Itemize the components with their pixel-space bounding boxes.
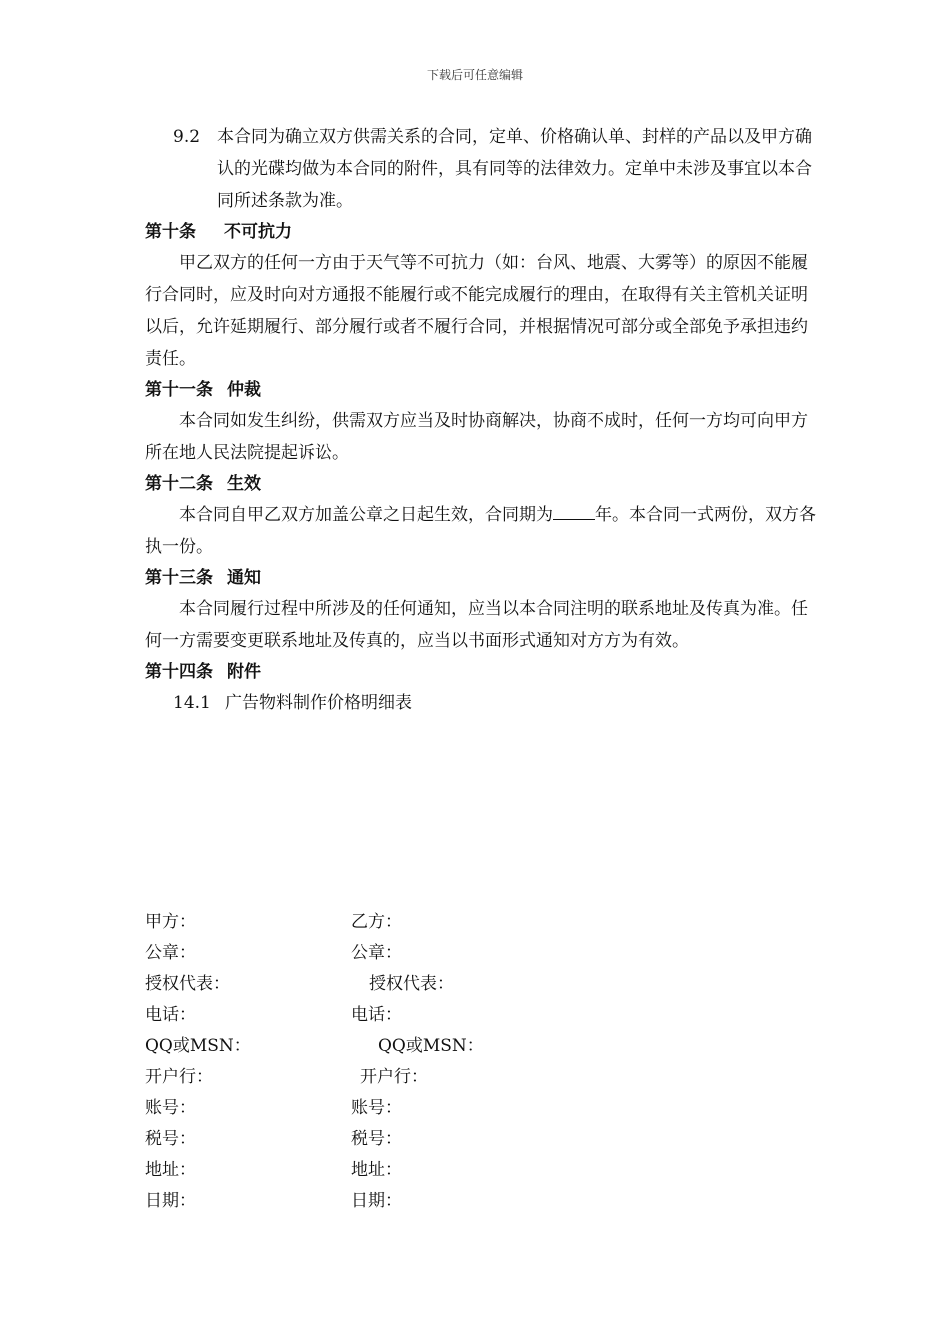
signature-block	[145, 907, 745, 1217]
page-header: 下载后可任意编辑	[426, 68, 523, 82]
article-12-body	[145, 499, 820, 563]
party-a-representative-label: 授权代表：	[145, 974, 230, 994]
signature-row	[145, 969, 745, 1000]
party-a-phone-label: 电话：	[145, 1005, 196, 1025]
clause-9-2	[145, 121, 820, 217]
party-a-account-label: 账号：	[145, 1098, 196, 1118]
party-b-bank-label: 开户行：	[360, 1067, 428, 1087]
signature-row	[145, 907, 745, 938]
signature-row	[145, 1031, 745, 1062]
party-b-qq-label: QQ或MSN：	[378, 1036, 484, 1056]
article-number: 第十一条	[145, 380, 213, 400]
clause-number: 9.2	[173, 127, 201, 147]
signature-row	[145, 1186, 745, 1217]
annex-item-text: 广告物料制作价格明细表	[225, 693, 412, 713]
contract-body	[145, 121, 820, 719]
article-14-heading	[145, 657, 820, 687]
article-title: 不可抗力	[224, 222, 292, 242]
party-b-label: 乙方：	[351, 912, 402, 932]
signature-row	[145, 1000, 745, 1031]
signature-row	[145, 1155, 745, 1186]
party-a-date-label: 日期：	[145, 1191, 196, 1211]
signature-row	[145, 938, 745, 969]
party-b-account-label: 账号：	[351, 1098, 402, 1118]
article-12-heading	[145, 469, 820, 499]
signature-row	[145, 1093, 745, 1124]
party-b-seal-label: 公章：	[351, 943, 402, 963]
party-a-bank-label: 开户行：	[145, 1067, 213, 1087]
article-13-heading	[145, 563, 820, 593]
article-11-heading	[145, 375, 820, 405]
signature-row	[145, 1124, 745, 1155]
party-b-representative-label: 授权代表：	[369, 974, 454, 994]
party-a-label: 甲方：	[145, 912, 196, 932]
party-b-phone-label: 电话：	[351, 1005, 402, 1025]
article-number: 第十二条	[145, 474, 213, 494]
party-a-seal-label: 公章：	[145, 943, 196, 963]
party-b-address-label: 地址：	[351, 1160, 402, 1180]
article-12-text-after: 年。本合同一式两份，双方各执一份。	[145, 505, 816, 557]
article-title: 仲裁	[227, 380, 261, 400]
signature-row	[145, 1062, 745, 1093]
clause-text: 本合同为确立双方供需关系的合同，定单、价格确认单、封样的产品以及甲方确认的光碟均做为本合同的附件，具有同等的法律效力。定单中未涉及事宜以本合同所述条款为准。	[217, 127, 812, 211]
article-title: 生效	[227, 474, 261, 494]
party-b-date-label: 日期：	[351, 1191, 402, 1211]
annex-item	[145, 687, 820, 719]
article-10-heading	[145, 217, 820, 247]
article-title: 附件	[227, 662, 261, 682]
article-number: 第十条	[145, 222, 196, 242]
term-years-blank	[553, 505, 595, 520]
article-10-body: 甲乙双方的任何一方由于天气等不可抗力（如：台风、地震、大雾等）的原因不能履行合同时，应及时向对方通报不能履行或不能完成履行的理由，在取得有关主管机关证明以后，允许延期履行、部分履行或者不履行合同，并根据情况可部分或全部免予承担违约责任。	[145, 253, 808, 369]
article-number: 第十四条	[145, 662, 213, 682]
article-title: 通知	[227, 568, 261, 588]
party-a-address-label: 地址：	[145, 1160, 196, 1180]
party-b-tax-label: 税号：	[351, 1129, 402, 1149]
party-a-tax-label: 税号：	[145, 1129, 196, 1149]
party-a-qq-label: QQ或MSN：	[145, 1036, 251, 1056]
article-11-body: 本合同如发生纠纷，供需双方应当及时协商解决，协商不成时，任何一方均可向甲方所在地人民法院提起诉讼。	[145, 411, 808, 463]
annex-item-number: 14.1	[173, 693, 211, 713]
article-12-text-before: 本合同自甲乙双方加盖公章之日起生效，合同期为	[179, 505, 553, 525]
article-number: 第十三条	[145, 568, 213, 588]
article-13-body: 本合同履行过程中所涉及的任何通知，应当以本合同注明的联系地址及传真为准。任何一方需要变更联系地址及传真的，应当以书面形式通知对方方为有效。	[145, 599, 808, 651]
